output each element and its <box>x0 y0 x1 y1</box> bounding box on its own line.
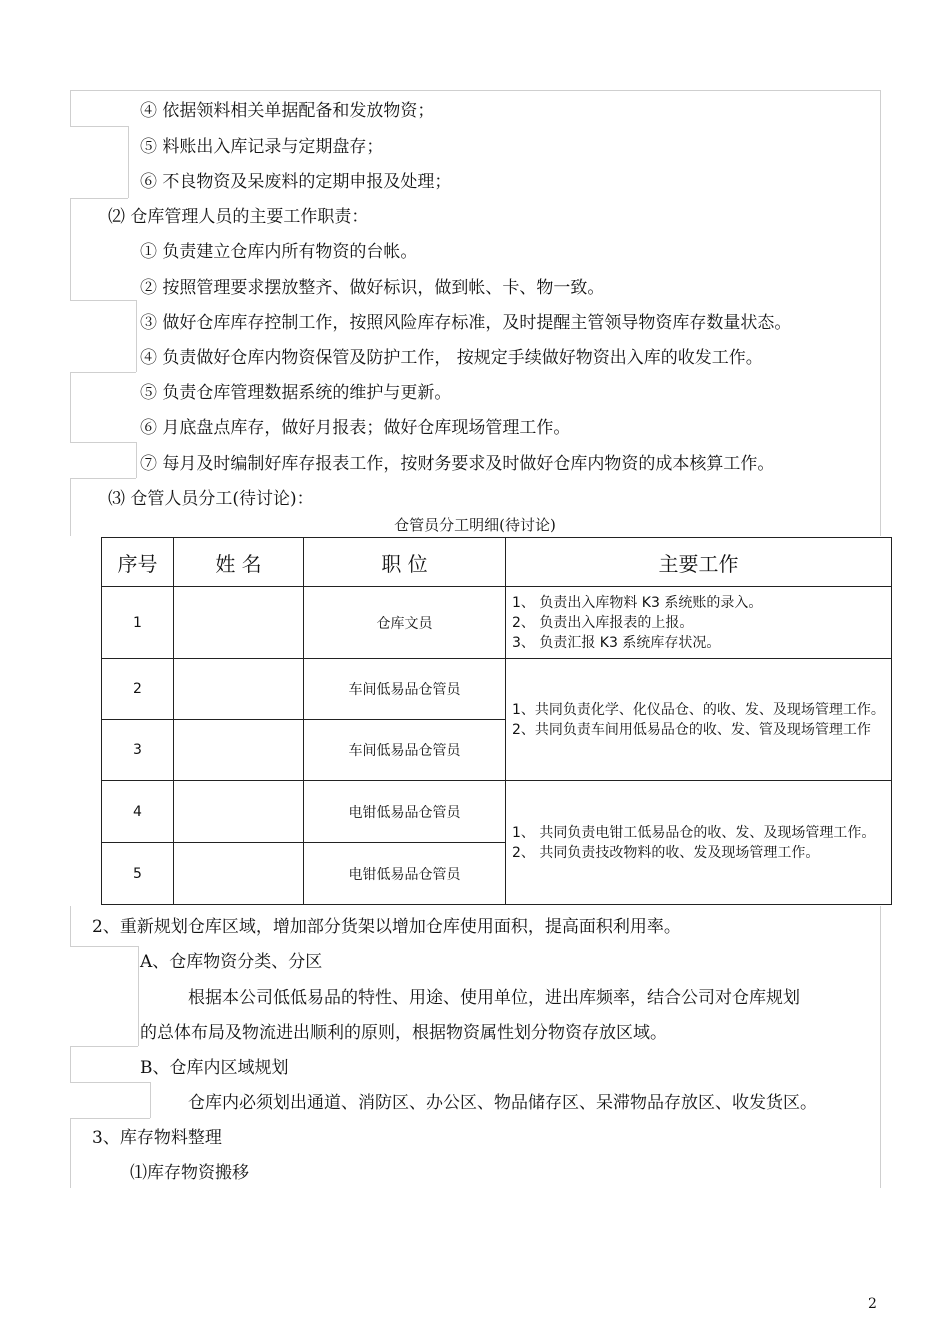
work-line: 3、 负责汇报 K3 系统库存状况。 <box>512 634 721 651</box>
row-position: 电钳低易品仓管员 <box>304 843 506 905</box>
row-position: 车间低易品仓管员 <box>304 659 506 720</box>
work-line: 1、 共同负责电钳工低易品仓的收、发、及现场管理工作。 <box>512 824 876 841</box>
frame-line <box>70 300 136 301</box>
frame-line <box>136 300 137 372</box>
duty-item: ⑤ 料账出入库记录与定期盘存； <box>140 137 384 157</box>
duty-item: ④ 依据领料相关单据配备和发放物资； <box>140 101 435 121</box>
frame-line <box>70 946 138 947</box>
work-line: 2、 共同负责技改物料的收、发及现场管理工作。 <box>512 844 820 861</box>
row-work <box>506 781 892 905</box>
table-row <box>102 781 892 843</box>
frame-line <box>70 126 128 127</box>
frame-line <box>70 1046 138 1047</box>
row-position: 仓库文员 <box>304 587 506 659</box>
paragraph-line: 仓库内必须划出通道、消防区、办公区、物品储存区、呆滞物品存放区、收发货区。 <box>188 1093 817 1113</box>
frame-line <box>70 1118 71 1188</box>
frame-line <box>70 198 71 300</box>
page-number: 2 <box>868 1296 877 1312</box>
row-name <box>174 720 304 781</box>
frame-line <box>70 906 71 946</box>
duty-item: ③ 做好仓库库存控制工作，按照风险库存标准，及时提醒主管领导物资库存数量状态。 <box>140 313 792 333</box>
duty-item: ⑥ 不良物资及呆废料的定期申报及处理； <box>140 172 452 192</box>
frame-line <box>70 372 136 373</box>
paragraph-line: 的总体布局及物流进出顺利的原则，根据物资属性划分物资存放区域。 <box>140 1023 667 1043</box>
frame-line <box>138 946 139 1046</box>
frame-line <box>70 1082 150 1083</box>
section-heading: ⑵ 仓库管理人员的主要工作职责： <box>108 207 369 227</box>
table-row <box>102 659 892 720</box>
work-line: 2、 负责出入库报表的上报。 <box>512 614 694 631</box>
table-caption: 仓管员分工明细(待讨论) <box>394 516 556 534</box>
frame-line <box>70 198 128 199</box>
frame-line <box>70 372 71 442</box>
duty-item: ① 负责建立仓库内所有物资的台帐。 <box>140 242 418 262</box>
duty-item: ② 按照管理要求摆放整齐、做好标识，做到帐、卡、物一致。 <box>140 278 605 298</box>
row-no: 5 <box>102 843 174 905</box>
row-work <box>506 659 892 781</box>
row-no: 1 <box>102 587 174 659</box>
row-name <box>174 659 304 720</box>
row-no: 2 <box>102 659 174 720</box>
frame-line <box>70 90 880 91</box>
sub-heading: ⑴库存物资搬移 <box>130 1163 249 1183</box>
row-no: 4 <box>102 781 174 843</box>
staff-table <box>101 537 892 905</box>
part-heading: 3、库存物料整理 <box>92 1128 222 1148</box>
table-row <box>102 587 892 659</box>
duty-item: ⑦ 每月及时编制好库存报表工作，按财务要求及时做好仓库内物资的成本核算工作。 <box>140 454 775 474</box>
frame-line <box>136 442 137 478</box>
part-heading: 2、重新规划仓库区域，增加部分货架以增加仓库使用面积，提高面积利用率。 <box>92 917 681 937</box>
header-name: 姓 名 <box>174 538 304 587</box>
header-position: 职 位 <box>304 538 506 587</box>
duty-item: ⑥ 月底盘点库存，做好月报表；做好仓库现场管理工作。 <box>140 418 571 438</box>
sub-heading: A、仓库物资分类、分区 <box>140 952 323 972</box>
work-line: 1、共同负责化学、化仪品仓、的收、发、及现场管理工作。 <box>512 701 885 718</box>
header-work: 主要工作 <box>506 538 892 587</box>
row-name <box>174 843 304 905</box>
frame-line <box>880 906 881 1188</box>
frame-line <box>128 126 129 198</box>
table-header-row <box>102 538 892 587</box>
header-no: 序号 <box>102 538 174 587</box>
frame-line <box>70 90 71 126</box>
frame-line <box>70 442 136 443</box>
frame-line <box>70 1118 150 1119</box>
frame-line <box>70 1046 71 1082</box>
duty-item: ⑤ 负责仓库管理数据系统的维护与更新。 <box>140 383 452 403</box>
sub-heading: B、仓库内区域规划 <box>140 1058 289 1078</box>
row-name <box>174 781 304 843</box>
row-no: 3 <box>102 720 174 781</box>
row-name <box>174 587 304 659</box>
frame-line <box>150 1082 151 1118</box>
duty-item: ④ 负责做好仓库内物资保管及防护工作， 按规定手续做好物资出入库的收发工作。 <box>140 348 763 368</box>
section-heading: ⑶ 仓管人员分工(待讨论)： <box>108 489 314 509</box>
work-line: 2、共同负责车间用低易品仓的收、发、管及现场管理工作 <box>512 721 871 738</box>
row-work <box>506 587 892 659</box>
row-position: 电钳低易品仓管员 <box>304 781 506 843</box>
work-line: 1、 负责出入库物料 K3 系统账的录入。 <box>512 594 763 611</box>
frame-line <box>70 478 136 479</box>
frame-line <box>880 90 881 536</box>
row-position: 车间低易品仓管员 <box>304 720 506 781</box>
paragraph-line: 根据本公司低低易品的特性、用途、使用单位，进出库频率，结合公司对仓库规划 <box>188 988 800 1008</box>
